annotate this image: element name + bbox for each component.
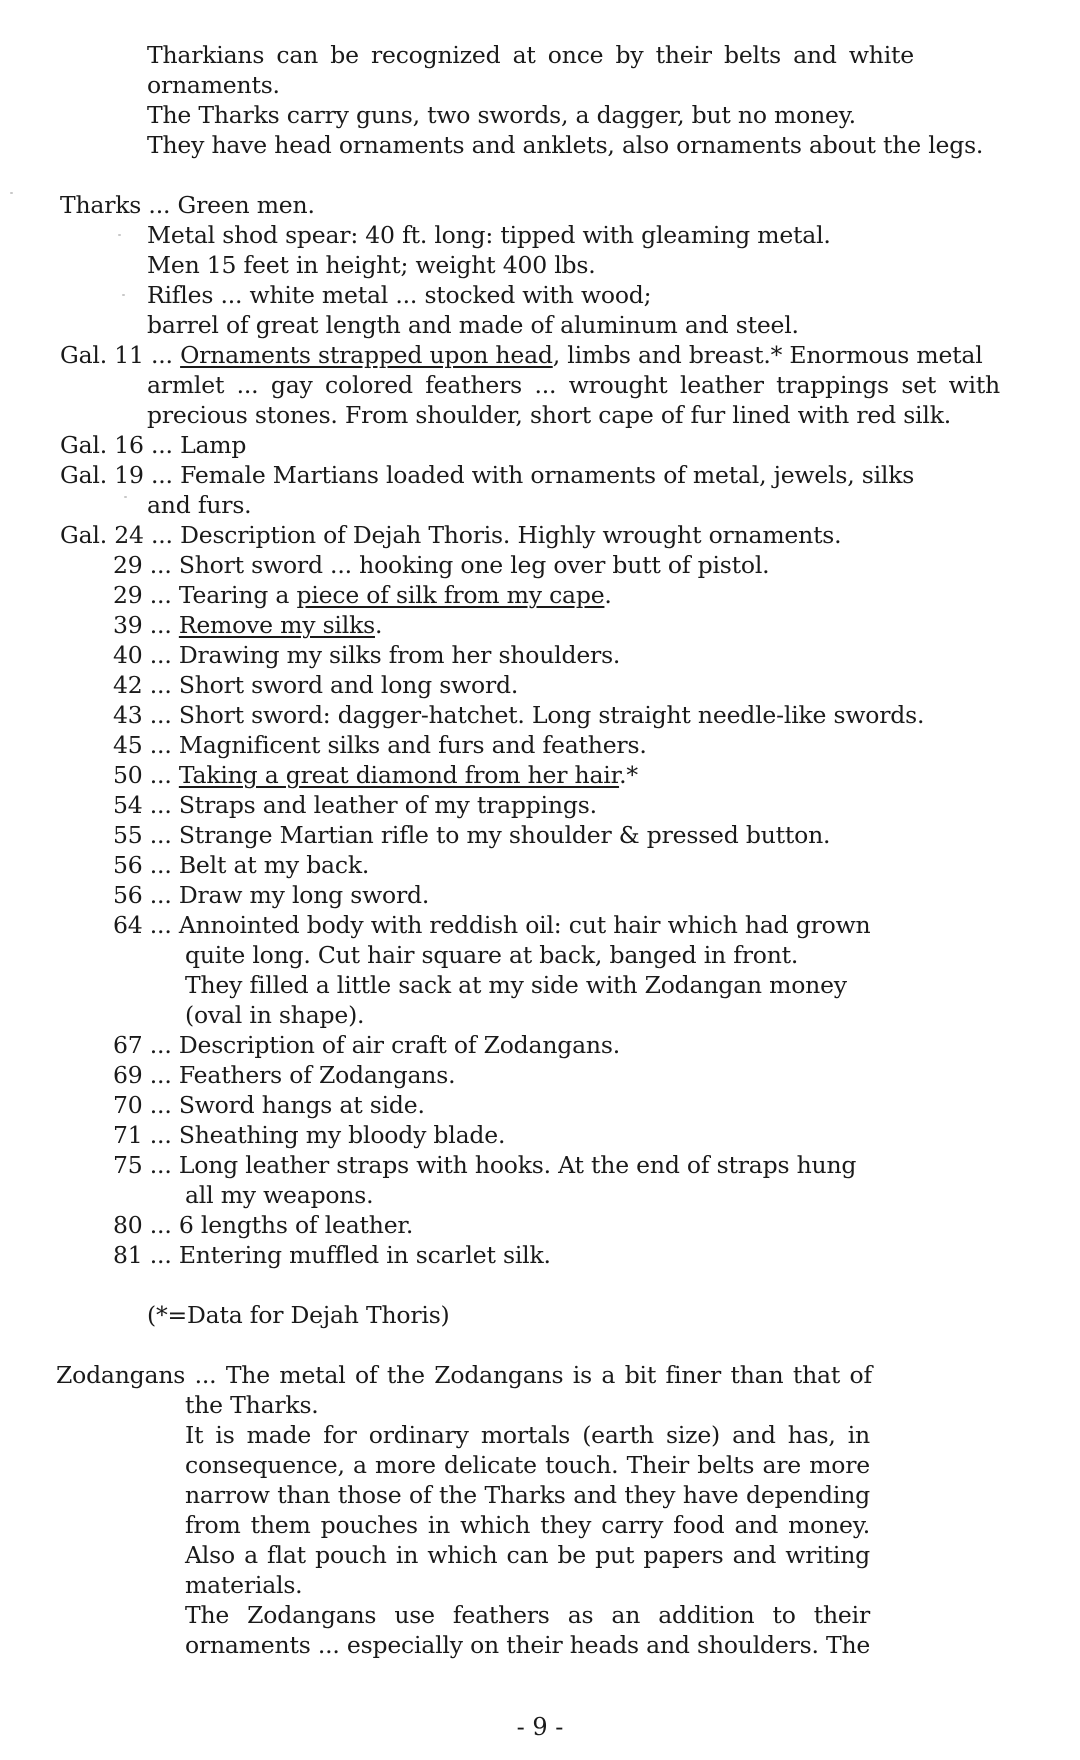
underlined-text: piece of silk from my cape — [296, 581, 605, 609]
entry-45: 45 ... Magnificent silks and furs and feathers. — [113, 731, 647, 759]
entry-gal-16: Gal. 16 ... Lamp — [60, 431, 247, 459]
entry-continuation: They filled a little sack at my side with Zodangan money — [185, 971, 847, 999]
entry-43: 43 ... Short sword: dagger-hatchet. Long straight needle-like swords. — [113, 701, 925, 729]
entry-39 — [113, 610, 382, 640]
zodangans-line: The Zodangans use feathers as an addition to their — [185, 1601, 870, 1629]
intro-line: They have head ornaments and anklets, also ornaments about the legs. — [147, 131, 984, 159]
entry-71: 71 ... Sheathing my bloody blade. — [113, 1121, 506, 1149]
entry-40: 40 ... Drawing my silks from her shoulders. — [113, 641, 621, 669]
zodangans-heading: Zodangans ... The metal of the Zodangans is a bit finer than that of — [56, 1361, 872, 1389]
entry-text: .* — [619, 761, 638, 789]
entry-67: 67 ... Description of air craft of Zodangans. — [113, 1031, 620, 1059]
zodangans-line: from them pouches in which they carry food and money. — [185, 1511, 870, 1539]
entry-gal-24: Gal. 24 ... Description of Dejah Thoris. Highly wrought ornaments. — [60, 521, 842, 549]
entry-continuation: all my weapons. — [185, 1181, 374, 1209]
entry-ref: 39 ... — [113, 611, 179, 639]
zodangans-line: materials. — [185, 1571, 303, 1599]
entry-continuation: and furs. — [147, 491, 252, 519]
underlined-text: Taking a great diamond from her hair — [178, 761, 620, 789]
tharks-line: barrel of great length and made of aluminum and steel. — [147, 311, 799, 339]
scan-speck — [124, 496, 127, 498]
entry-gal-11 — [60, 340, 983, 370]
tharks-line: Men 15 feet in height; weight 400 lbs. — [147, 251, 596, 279]
entry-text: . — [604, 581, 612, 609]
intro-line: The Tharks carry guns, two swords, a dagger, but no money. — [147, 101, 856, 129]
entry-ref: 50 ... — [113, 761, 179, 789]
zodangans-line: consequence, a more delicate touch. Their belts are more — [185, 1451, 870, 1479]
entry-continuation: quite long. Cut hair square at back, banged in front. — [185, 941, 799, 969]
entry-continuation: precious stones. From shoulder, short cape of fur lined with red silk. — [147, 401, 952, 429]
scan-speck — [122, 294, 125, 296]
tharks-line: Rifles ... white metal ... stocked with wood; — [147, 281, 652, 309]
entry-29: 29 ... Short sword ... hooking one leg over butt of pistol. — [113, 551, 770, 579]
entry-55: 55 ... Strange Martian rifle to my shoulder & pressed button. — [113, 821, 831, 849]
zodangans-line: the Tharks. — [185, 1391, 319, 1419]
zodangans-line: narrow than those of the Tharks and they have depending — [185, 1481, 870, 1509]
entry-69: 69 ... Feathers of Zodangans. — [113, 1061, 456, 1089]
zodangans-line: It is made for ordinary mortals (earth size) and has, in — [185, 1421, 870, 1449]
page-number: - 9 - — [516, 1713, 564, 1741]
scan-speck — [10, 192, 13, 194]
underlined-text: Remove my silks — [178, 611, 375, 639]
entry-ref: 29 ... Tearing a — [113, 581, 297, 609]
entry-29 — [113, 580, 612, 610]
entry-56: 56 ... Belt at my back. — [113, 851, 370, 879]
entry-continuation: (oval in shape). — [185, 1001, 365, 1029]
entry-75: 75 ... Long leather straps with hooks. At the end of straps hung — [113, 1151, 857, 1179]
intro-line: ornaments. — [147, 71, 280, 99]
entry-80: 80 ... 6 lengths of leather. — [113, 1211, 414, 1239]
entry-54: 54 ... Straps and leather of my trappings. — [113, 791, 597, 819]
entry-50 — [113, 760, 638, 790]
footnote-legend: (*=Data for Dejah Thoris) — [147, 1301, 450, 1329]
entry-text: , limbs and breast.* Enormous metal — [552, 341, 983, 369]
entry-70: 70 ... Sword hangs at side. — [113, 1091, 425, 1119]
entry-81: 81 ... Entering muffled in scarlet silk. — [113, 1241, 551, 1269]
tharks-line: Metal shod spear: 40 ft. long: tipped with gleaming metal. — [147, 221, 831, 249]
intro-line: Tharkians can be recognized at once by their belts and white — [147, 41, 914, 69]
entry-text: . — [374, 611, 383, 639]
entry-56: 56 ... Draw my long sword. — [113, 881, 430, 909]
entry-gal-19: Gal. 19 ... Female Martians loaded with ornaments of metal, jewels, silks — [60, 461, 915, 489]
scan-speck — [118, 234, 121, 236]
zodangans-line: Also a flat pouch in which can be put papers and writing — [185, 1541, 870, 1569]
zodangans-line: ornaments ... especially on their heads and shoulders. The — [185, 1631, 871, 1659]
entry-64: 64 ... Annointed body with reddish oil: cut hair which had grown — [113, 911, 871, 939]
entry-continuation: armlet ... gay colored feathers ... wrought leather trappings set with — [147, 371, 1000, 399]
tharks-heading: Tharks ... Green men. — [60, 191, 315, 219]
entry-42: 42 ... Short sword and long sword. — [113, 671, 519, 699]
entry-ref: Gal. 11 ... — [60, 341, 181, 369]
underlined-text: Ornaments strapped upon head — [180, 341, 553, 369]
